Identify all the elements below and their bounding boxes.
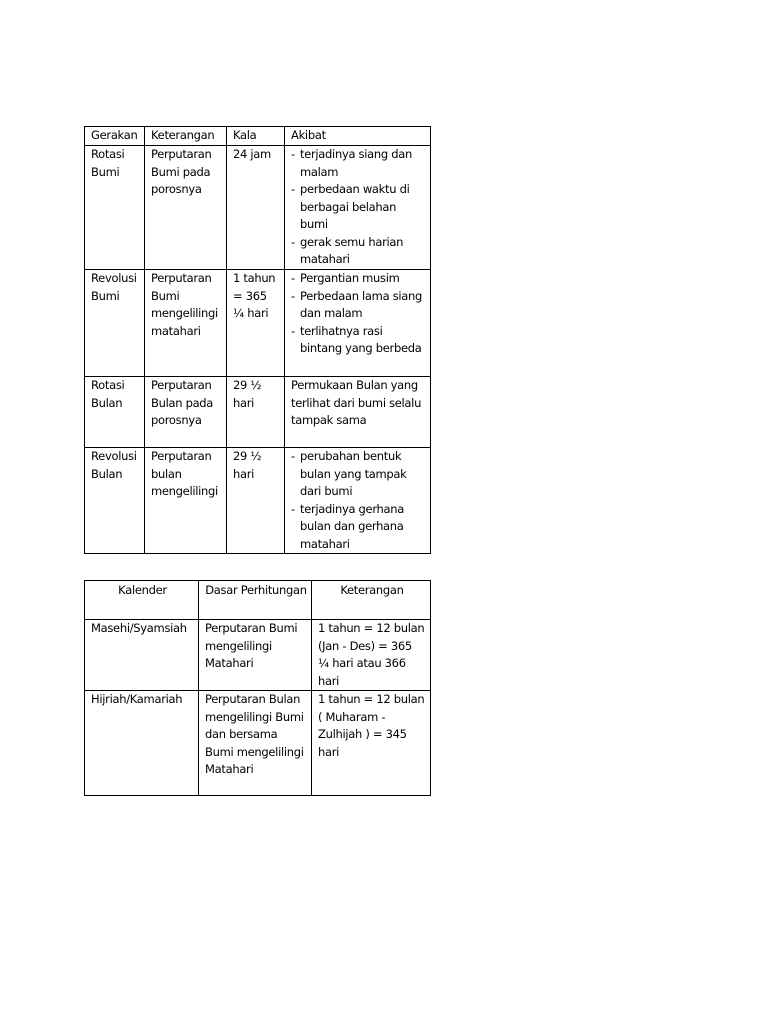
effects-list xyxy=(291,146,426,269)
table-row xyxy=(85,691,431,796)
cell-gerakan: Rotasi Bulan xyxy=(85,377,145,448)
effect-item: - gerak semu harian matahari xyxy=(291,234,426,269)
cell-kala: 1 tahun = 365 ¼ hari xyxy=(227,270,285,377)
cell-kala: 29 ½ hari xyxy=(227,448,285,554)
effect-item: - terjadinya siang dan malam xyxy=(291,146,426,181)
effect-item: - Perbedaan lama siang dan malam xyxy=(291,288,426,323)
cell-keterangan: Perputaran Bulan pada porosnya xyxy=(145,377,227,448)
effect-item: - Pergantian musim xyxy=(291,270,426,288)
cell-akibat xyxy=(285,146,431,270)
header-keterangan: Keterangan xyxy=(145,127,227,146)
effect-item: - terjadinya gerhana bulan dan gerhana matahari xyxy=(291,501,426,554)
cell-kala: 24 jam xyxy=(227,146,285,270)
cell-kala: 29 ½ hari xyxy=(227,377,285,448)
header-kalender: Kalender xyxy=(85,581,199,620)
header-gerakan: Gerakan xyxy=(85,127,145,146)
header-kala: Kala xyxy=(227,127,285,146)
cell-dasar: Perputaran Bumi mengelilingi Matahari xyxy=(199,620,312,691)
table-row xyxy=(85,270,431,377)
effects-list xyxy=(291,270,426,358)
cell-dasar: Perputaran Bulan mengelilingi Bumi dan bersama Bumi mengelilingi Matahari xyxy=(199,691,312,796)
earth-moon-motion-table xyxy=(84,126,431,554)
cell-keterangan: 1 tahun = 12 bulan ( Muharam - Zulhijah ) = 345 hari xyxy=(312,691,431,796)
effect-item: - terlihatnya rasi bintang yang berbeda xyxy=(291,323,426,358)
table-header-row xyxy=(85,581,431,620)
cell-akibat: Permukaan Bulan yang terlihat dari bumi selalu tampak sama xyxy=(285,377,431,448)
table-row xyxy=(85,620,431,691)
cell-kalender: Hijriah/Kamariah xyxy=(85,691,199,796)
cell-keterangan: Perputaran bulan mengelilingi xyxy=(145,448,227,554)
header-keterangan: Keterangan xyxy=(312,581,431,620)
cell-gerakan: Rotasi Bumi xyxy=(85,146,145,270)
table-header-row xyxy=(85,127,431,146)
cell-keterangan: 1 tahun = 12 bulan (Jan - Des) = 365 ¼ hari atau 366 hari xyxy=(312,620,431,691)
effect-item: - perubahan bentuk bulan yang tampak dari bumi xyxy=(291,448,426,501)
cell-akibat xyxy=(285,448,431,554)
header-akibat: Akibat xyxy=(285,127,431,146)
header-dasar-perhitungan: Dasar Perhitungan xyxy=(199,581,312,620)
cell-akibat xyxy=(285,270,431,377)
cell-keterangan: Perputaran Bumi pada porosnya xyxy=(145,146,227,270)
cell-gerakan: Revolusi Bumi xyxy=(85,270,145,377)
table-row xyxy=(85,377,431,448)
calendar-table xyxy=(84,580,431,796)
cell-gerakan: Revolusi Bulan xyxy=(85,448,145,554)
effect-item: - perbedaan waktu di berbagai belahan bumi xyxy=(291,181,426,234)
cell-keterangan: Perputaran Bumi mengelilingi matahari xyxy=(145,270,227,377)
table-row xyxy=(85,146,431,270)
table-row xyxy=(85,448,431,554)
effects-list xyxy=(291,448,426,553)
cell-kalender: Masehi/Syamsiah xyxy=(85,620,199,691)
